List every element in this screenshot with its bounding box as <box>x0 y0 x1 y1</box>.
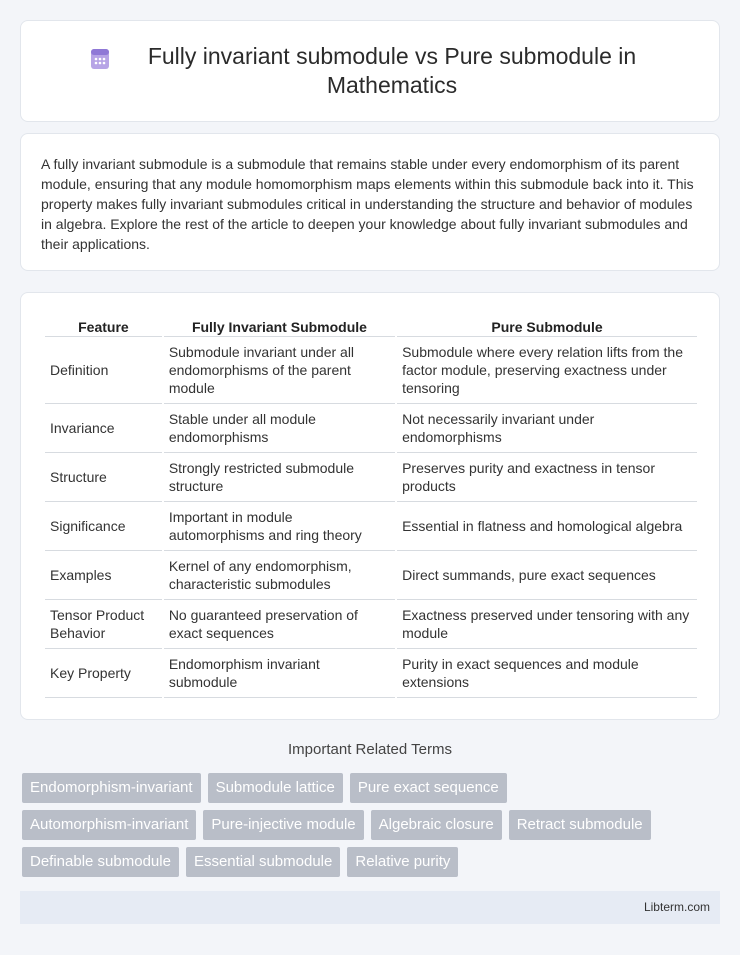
table-row <box>45 337 697 404</box>
table-cell: Examples <box>45 551 162 600</box>
table-row <box>45 453 697 502</box>
table-cell: Endomorphism invariant submodule <box>164 649 395 698</box>
tag-essential-submodule[interactable]: Essential submodule <box>186 847 340 877</box>
header-pure: Pure Submodule <box>397 313 697 337</box>
tag-pure-injective-module[interactable]: Pure-injective module <box>203 810 363 840</box>
tag-pure-exact-sequence[interactable]: Pure exact sequence <box>350 773 507 803</box>
related-terms-title: Important Related Terms <box>288 741 452 758</box>
footer-site-link[interactable]: Libterm.com <box>643 900 710 914</box>
table-cell: Significance <box>45 502 162 551</box>
tag-automorphism-invariant[interactable]: Automorphism-invariant <box>22 810 196 840</box>
table-cell: Not necessarily invariant under endomorphisms <box>397 404 697 453</box>
tag-relative-purity[interactable]: Relative purity <box>347 847 458 877</box>
title-card <box>20 20 720 122</box>
table-cell: Definition <box>45 337 162 404</box>
intro-paragraph: A fully invariant submodule is a submodule that remains stable under every endomorphism of its parent module, ensuring that any module homomorphism maps elements within this submodule back into it. This property makes fully invariant submodules critical in understanding the structure and behavior of modules in algebra. Explore the rest of the article to deepen your knowledge about fully invariant submodules and their applications. <box>41 156 694 252</box>
document-icon <box>88 47 112 71</box>
tag-submodule-lattice[interactable]: Submodule lattice <box>208 773 343 803</box>
table-cell: Tensor Product Behavior <box>45 600 162 649</box>
comparison-table <box>43 313 699 698</box>
title-wrap <box>50 42 690 100</box>
related-terms <box>22 773 722 884</box>
table-cell: No guaranteed preservation of exact sequences <box>164 600 395 649</box>
table-cell: Stable under all module endomorphisms <box>164 404 395 453</box>
tag-row <box>22 847 722 877</box>
table-cell: Preserves purity and exactness in tensor products <box>397 453 697 502</box>
table-row <box>45 600 697 649</box>
tag-retract-submodule[interactable]: Retract submodule <box>509 810 651 840</box>
table-cell: Kernel of any endomorphism, characteristic submodules <box>164 551 395 600</box>
table-row <box>45 649 697 698</box>
table-header-row <box>45 313 697 337</box>
header-feature: Feature <box>45 313 162 337</box>
table-cell: Exactness preserved under tensoring with any module <box>397 600 697 649</box>
page-title: Fully invariant submodule vs Pure submodule in Mathematics <box>147 43 637 98</box>
table-cell: Submodule invariant under all endomorphisms of the parent module <box>164 337 395 404</box>
table-cell: Key Property <box>45 649 162 698</box>
intro-card <box>20 133 720 271</box>
table-row <box>45 551 697 600</box>
tag-definable-submodule[interactable]: Definable submodule <box>22 847 179 877</box>
table-cell: Submodule where every relation lifts from the factor module, preserving exactness under tensoring <box>397 337 697 404</box>
table-cell: Purity in exact sequences and module extensions <box>397 649 697 698</box>
comparison-card <box>20 292 720 720</box>
tag-algebraic-closure[interactable]: Algebraic closure <box>371 810 502 840</box>
table-cell: Important in module automorphisms and ring theory <box>164 502 395 551</box>
header-fully-invariant: Fully Invariant Submodule <box>164 313 395 337</box>
table-cell: Direct summands, pure exact sequences <box>397 551 697 600</box>
tag-row <box>22 773 722 803</box>
table-cell: Essential in flatness and homological algebra <box>397 502 697 551</box>
footer <box>20 891 720 924</box>
tag-endomorphism-invariant[interactable]: Endomorphism-invariant <box>22 773 201 803</box>
tag-row <box>22 810 722 840</box>
table-cell: Structure <box>45 453 162 502</box>
table-row <box>45 404 697 453</box>
table-row <box>45 502 697 551</box>
table-cell: Strongly restricted submodule structure <box>164 453 395 502</box>
table-cell: Invariance <box>45 404 162 453</box>
